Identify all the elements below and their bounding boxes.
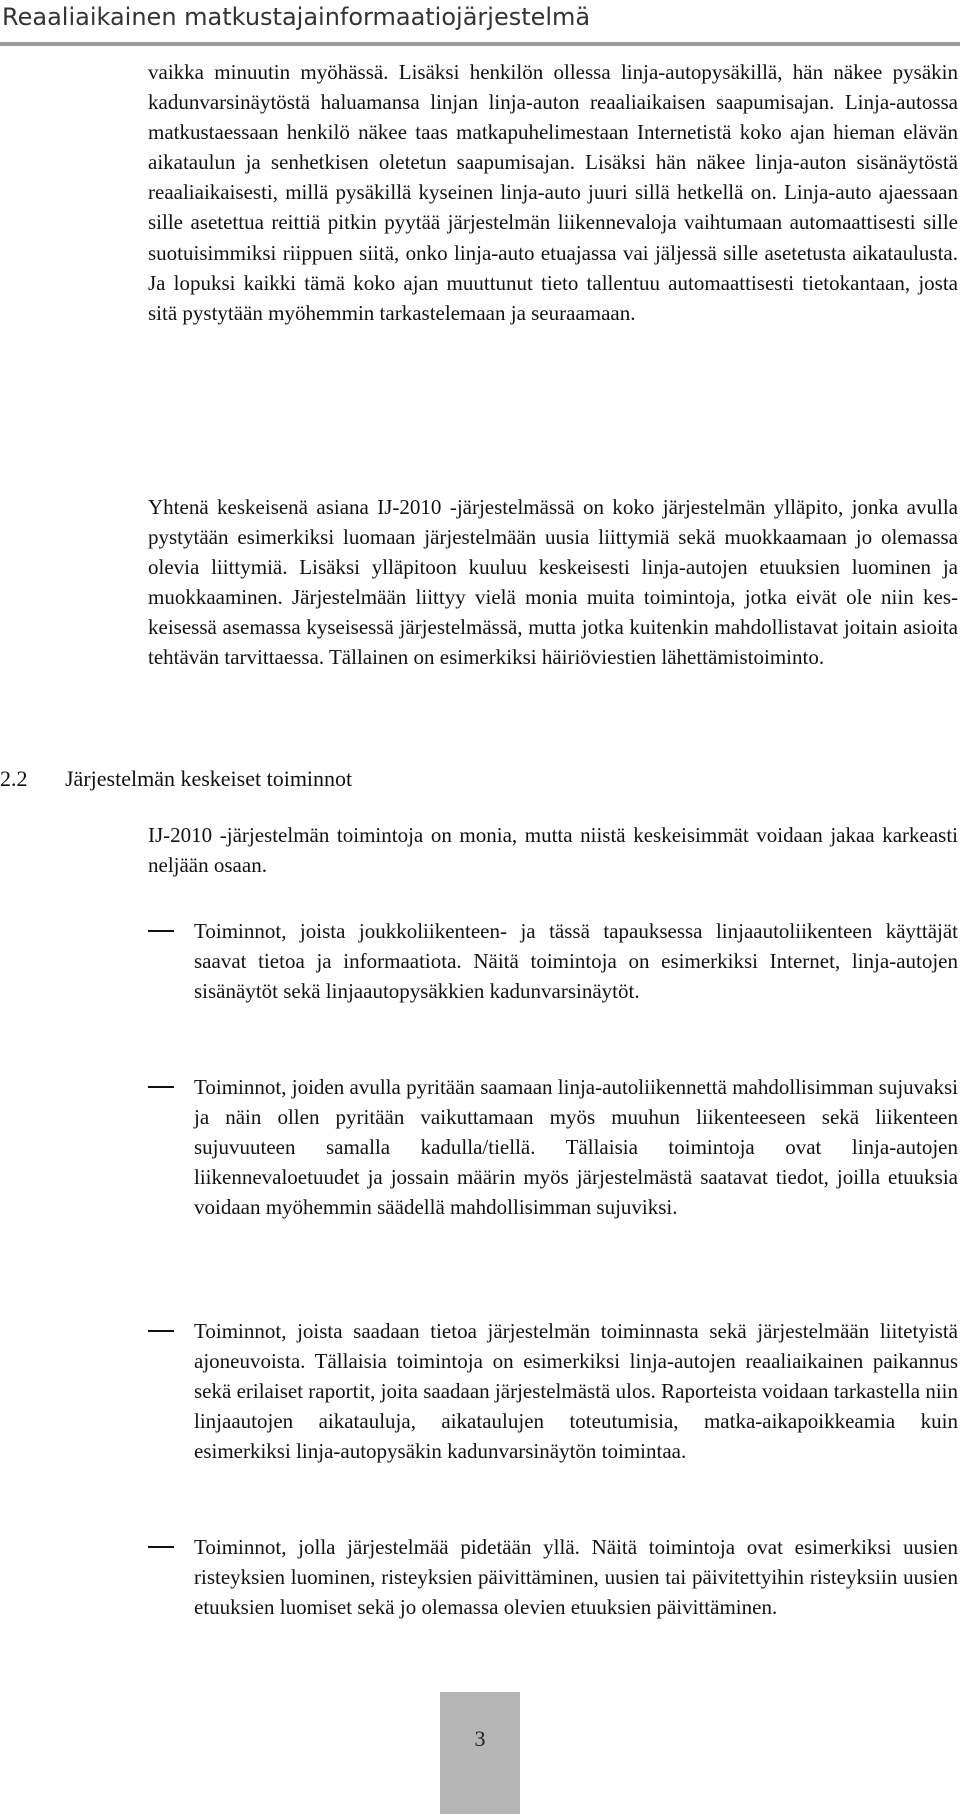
dash-bullet-icon [148,930,174,932]
list-item-text: Toiminnot, joista saadaan tietoa järjestelmän toiminnasta sekä järjestelmään liitetyistä ajoneuvoista. Tällaisia toimintoja on esimerkiksi linja-autojen reaaliaikainen paikannus sekä erilaiset raportit, joita saadaan järjestelmästä ulos. Raporteista voidaan tarkastella niin linjaautojen aikatauluja, aikataulujen toteutumisia, matka-aikapoikkeamia kuin esimerkiksi linja-autopysäkin kadunvarsinäytön toimintaa. [194,1319,958,1464]
list-item-text: Toiminnot, joista joukkoliikenteen- ja tässä tapauksessa linjaautoliikenteen käyttäjät saavat tietoa ja informaatiota. Näitä toimintoja on esimerkiksi Internet, linja-autojen sisänäytöt sekä linjaautopysäkkien kadunvarsinäytöt. [194,919,958,1004]
page-number-box [440,1692,520,1814]
list-item-text: Toiminnot, jolla järjestelmää pidetään yllä. Näitä toimintoja ovat esimerkiksi uusien risteyksien luominen, risteyksien päivittäminen, uusien tai päivitettyihin risteyksiin uusien etuuksien luomiset sekä jo olemassa olevien etuuksien päivittäminen. [194,1535,958,1620]
list-item [148,916,958,1006]
section-number: 2.2 [0,766,28,791]
running-header [0,0,960,46]
section-heading [0,764,352,794]
section-intro: IJ-2010 -järjestelmän toimintoja on monia, mutta niistä keskeisimmät voidaan jakaa karkeasti neljään osaan. [148,823,958,878]
paragraph: Yhtenä keskeisenä asiana IJ-2010 -järjestelmässä on koko järjestelmän ylläpito, jonka avulla pystytään esimerkiksi luomaan järjestelmään uusia liittymiä sekä muokkaamaan jo olemassa olevia liittymiä. Lisäksi ylläpitoon kuuluu keskeisesti linja-autojen etuuksien luominen ja muokkaaminen. Järjestelmään liittyy vielä monia muita toimintoja, jotka eivät ole niin keskeisessä asemassa kyseisessä järjestelmässä, mutta jotka kuitenkin mahdollistavat joitain asioita tehtävän tarvittaessa. Tällainen on esimerkiksi häiriöviestien lähettämistoiminto. [148,495,958,670]
list-item [148,1532,958,1622]
list-item-text: Toiminnot, joiden avulla pyritään saamaan linja-autoliikennettä mahdollisimman sujuvaksi ja näin ollen pyritään vaikuttamaan myös muuhun liikenteeseen sekä liikenteen sujuvuuteen samalla kadulla/tiellä. Tällaisia toimintoja ovat linja-autojen liikennevaloetuudet ja jossain määrin myös järjestelmästä saatavat tiedot, joilla etuuksia voidaan myöhemmin säädellä mahdollisimman sujuviksi. [194,1075,958,1220]
document-title: Reaaliaikainen matkustajainformaatiojärjestelmä [2,3,591,31]
paragraph: vaikka minuutin myöhässä. Lisäksi henkilön ollessa linja-autopysäkillä, hän näkee pysäkin kadunvarsinäytöstä haluamansa linjan linja-auton reaaliaikaisen saapumisajan. Linja-autossa matkustaessaan henkilö näkee taas matkapuhelimestaan Internetistä koko ajan hieman elävän aikataulun ja senhetkisen oletetun saapumisajan. Lisäksi hän näkee linja-auton sisänäytöstä reaaliaikaisesti, millä pysäkillä kyseinen linja-auto juuri sillä hetkellä on. Linja-auto ajaessaan sille asetettua reittiä pitkin pyytää järjestelmän liikennevaloja vaihtumaan automaattisesti sille suotuisimmiksi riippuen siitä, onko linja-auto etuajassa vai jäljessä sille asetetusta aikataulusta. Ja lopuksi kaikki tämä koko ajan muuttunut tieto tallentuu automaattisesti tietokantaan, josta sitä pystytään myöhemmin tarkastelemaan ja seuraamaan. [148,60,958,325]
list-item [148,1316,958,1466]
dash-bullet-icon [148,1546,174,1548]
dash-bullet-icon [148,1330,174,1332]
list-item [148,1072,958,1222]
section-title: Järjestelmän keskeiset toiminnot [65,766,353,791]
page-number: 3 [474,1726,486,1751]
dash-bullet-icon [148,1086,174,1088]
